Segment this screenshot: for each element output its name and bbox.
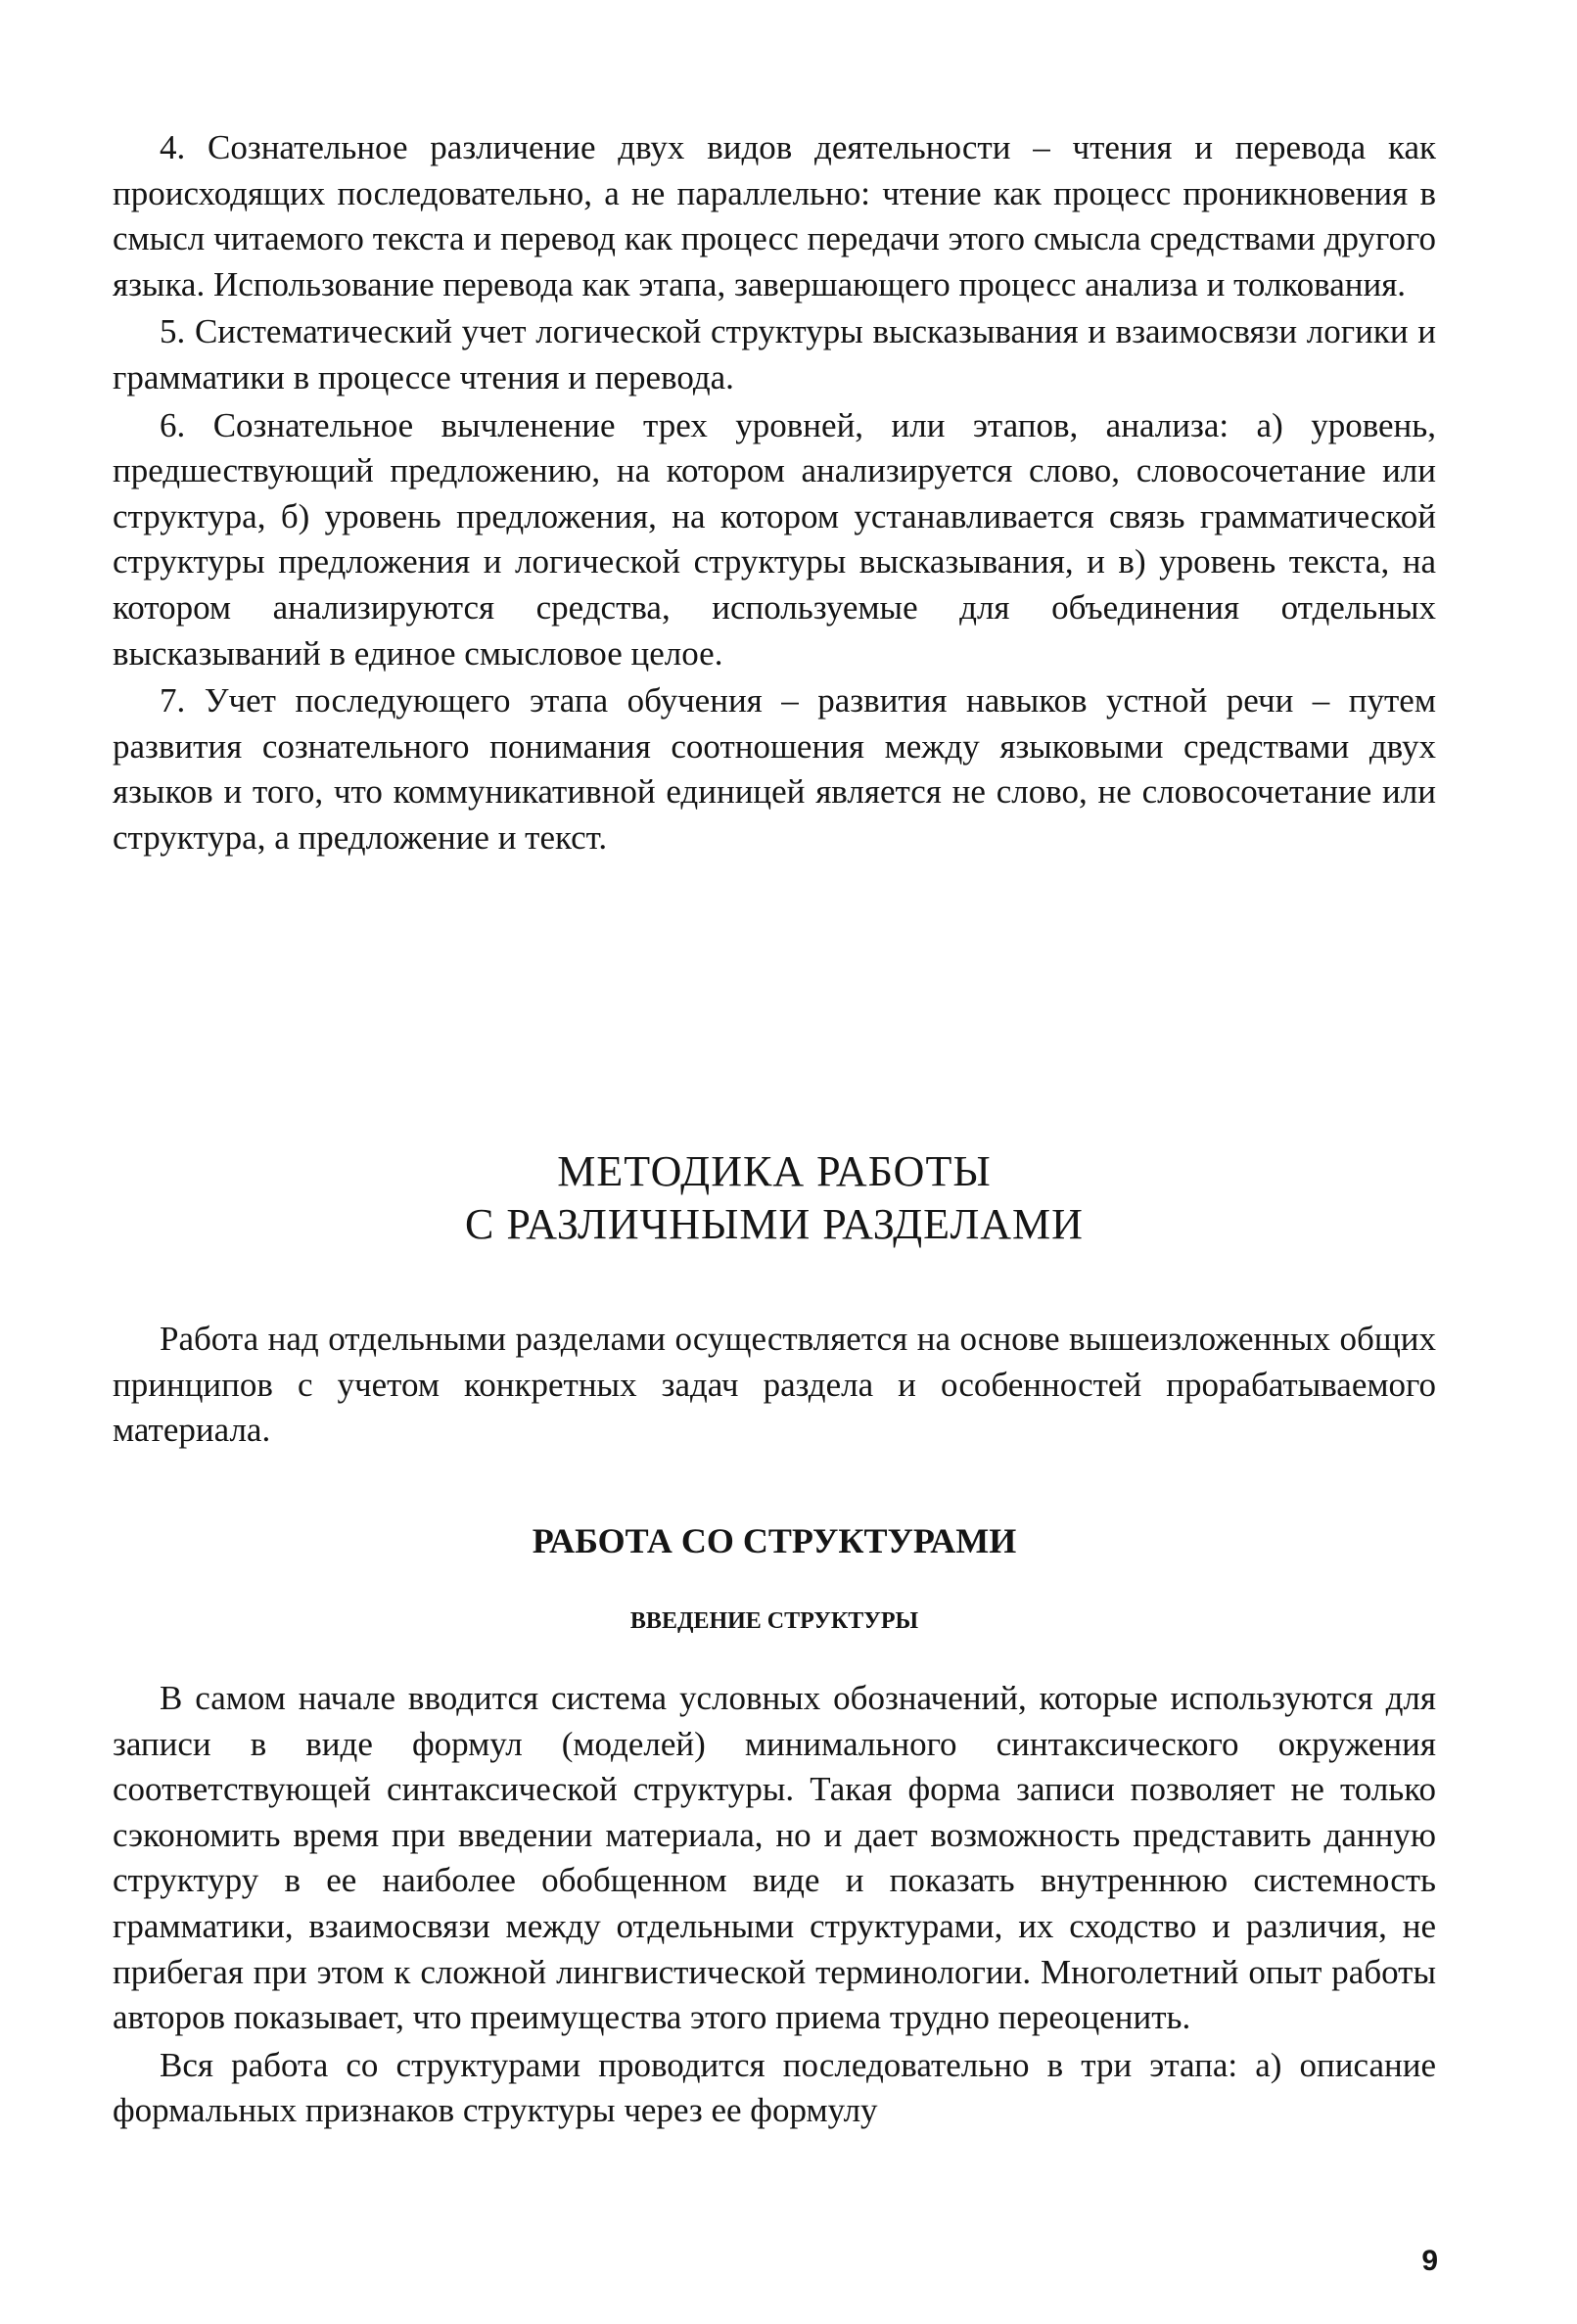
section-intro	[113, 1317, 1436, 1454]
section-title-line2: С РАЗЛИЧНЫМИ РАЗДЕЛАМИ	[465, 1200, 1084, 1248]
body-paragraph-1: В самом начале вводится система условных обозначений, которые используются для записи в виде формул (моделей) минимального синтаксического окружения соответствующей синтаксической структуры. Такая форма записи позволяет не только сэкономить время при введении материала, но и дает возможность представить данную структуру в ее наиболее обобщенном виде и показать внутреннюю системность грамматики, взаимосвязи между отдельными структурами, их сходство и различия, не прибегая при этом к сложной лингвистической терминологии. Многолетний опыт работы авторов показывает, что преимущества этого приема трудно переоценить.	[113, 1679, 1436, 2037]
list-item-7: 7. Учет последующего этапа обучения – развития навыков устной речи – путем развития сознательного понимания соотношения между языковыми средствами двух языков и того, что коммуникативной единицей является не слово, не словосочетание или структура, а предложение и текст.	[113, 681, 1436, 857]
subsection-body	[113, 1676, 1436, 2136]
list-item-6: 6. Сознательное вычленение трех уровней, или этапов, анализа: а) уровень, предшествующий предложению, на котором анализируется слово, словосочетание или структура, б) уровень предложения, на котором устанавливается связь грамматической структуры предложения и логической структуры высказывания, и в) уровень текста, на котором анализируются средства, используемые для объединения отдельных высказываний в единое смысловое целое.	[113, 405, 1436, 673]
section-title-line1: МЕТОДИКА РАБОТЫ	[557, 1147, 992, 1195]
body-paragraph-2: Вся работа со структурами проводится последовательно в три этапа: а) описание формальных признаков структуры через ее формулу	[113, 2045, 1436, 2130]
minor-title: ВВЕДЕНИЕ СТРУКТУРЫ	[629, 1608, 919, 1634]
list-item-5: 5. Систематический учет логической структуры высказывания и взаимосвязи логики и грамматики в процессе чтения и перевода.	[113, 312, 1436, 396]
principles-list	[113, 125, 1436, 863]
list-item-4: 4. Сознательное различение двух видов деятельности – чтения и перевода как происходящих последовательно, а не параллельно: чтение как процесс проникновения в смысл читаемого текста и перевод как процесс передачи этого смысла средствами другого языка. Использование перевода как этапа, завершающего процесс анализа и толкования.	[113, 128, 1436, 303]
subsection-title: РАБОТА СО СТРУКТУРАМИ	[532, 1521, 1017, 1560]
page-number: 9	[1421, 2245, 1438, 2277]
intro-paragraph: Работа над отдельными разделами осуществляется на основе вышеизложенных общих принципов с учетом конкретных задач раздела и особенностей прорабатываемого материала.	[113, 1320, 1436, 1450]
section-title	[113, 1145, 1436, 1251]
